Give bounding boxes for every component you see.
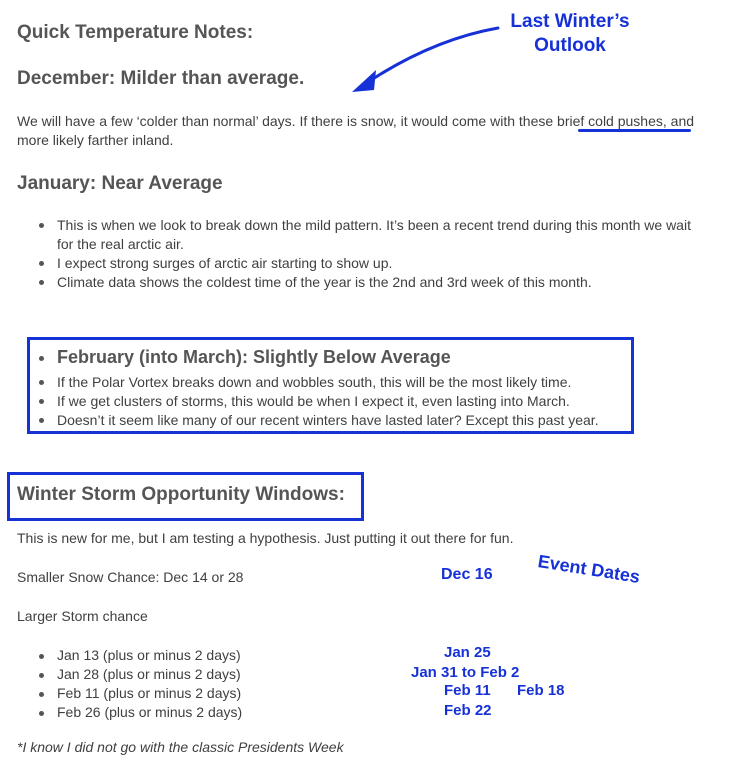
december-text-part2: , and — [662, 113, 695, 129]
january-heading: January: Near Average — [17, 173, 223, 194]
event-dates-label: Event Dates — [536, 551, 642, 588]
december-heading: December: Milder than average. — [17, 68, 305, 89]
february-heading: February (into March): Slightly Below Average — [57, 347, 451, 367]
event-date-jan25: Jan 25 — [444, 644, 491, 661]
event-date-jan31-feb2: Jan 31 to Feb 2 — [411, 664, 520, 681]
bullet-icon — [39, 399, 44, 404]
january-bullet-1-cont: for the real arctic air. — [57, 236, 184, 252]
december-text-line2: more likely farther inland. — [17, 132, 174, 148]
february-bullet-2: If we get clusters of storms, this would be when I expect it, even lasting into March. — [57, 393, 570, 409]
annotation-outlook-line2: Outlook — [534, 35, 606, 56]
february-bullet-1: If the Polar Vortex breaks down and wobbles south, this will be the most likely time. — [57, 374, 572, 390]
january-bullet-2: I expect strong surges of arctic air starting to show up. — [57, 255, 393, 271]
highlight-underline — [578, 129, 691, 132]
bullet-icon — [39, 380, 44, 385]
event-date-dec16: Dec 16 — [441, 566, 493, 583]
bullet-icon — [39, 418, 44, 423]
bullet-icon — [39, 261, 44, 266]
event-date-feb11: Feb 11 — [444, 682, 491, 699]
storm-date-4: Feb 26 (plus or minus 2 days) — [57, 704, 243, 720]
storm-date-1: Jan 13 (plus or minus 2 days) — [57, 647, 241, 663]
page-title: Quick Temperature Notes: — [17, 22, 254, 43]
february-bullet-3: Doesn’t it seem like many of our recent winters have lasted later? Except this past year. — [57, 412, 599, 428]
footnote: *I know I did not go with the classic Presidents Week — [17, 739, 344, 755]
arrow-icon — [340, 20, 510, 100]
storm-date-2: Jan 28 (plus or minus 2 days) — [57, 666, 241, 682]
bullet-icon — [39, 673, 44, 678]
january-bullet-3: Climate data shows the coldest time of the year is the 2nd and 3rd week of this month. — [57, 274, 592, 290]
storm-date-3: Feb 11 (plus or minus 2 days) — [57, 685, 242, 701]
smaller-snow-chance: Smaller Snow Chance: Dec 14 or 28 — [17, 569, 244, 585]
bullet-icon — [39, 223, 44, 228]
bullet-icon — [39, 654, 44, 659]
december-text-part1: We will have a few ‘colder than normal’ days. If there is snow, it would come with these — [17, 113, 558, 129]
bullet-icon — [39, 356, 44, 361]
larger-storm-chance: Larger Storm chance — [17, 608, 148, 624]
storm-windows-intro: This is new for me, but I am testing a hypothesis. Just putting it out there for fun. — [17, 530, 514, 546]
december-highlight: brief cold pushes — [557, 113, 663, 129]
bullet-icon — [39, 692, 44, 697]
bullet-icon — [39, 711, 44, 716]
event-date-feb18: Feb 18 — [517, 682, 565, 699]
january-bullet-1: This is when we look to break down the mild pattern. It’s been a recent trend during this month we wait — [57, 217, 691, 233]
event-date-feb22: Feb 22 — [444, 702, 492, 719]
bullet-icon — [39, 280, 44, 285]
storm-windows-heading: Winter Storm Opportunity Windows: — [17, 484, 345, 505]
annotation-outlook-line1: Last Winter’s — [510, 11, 630, 32]
